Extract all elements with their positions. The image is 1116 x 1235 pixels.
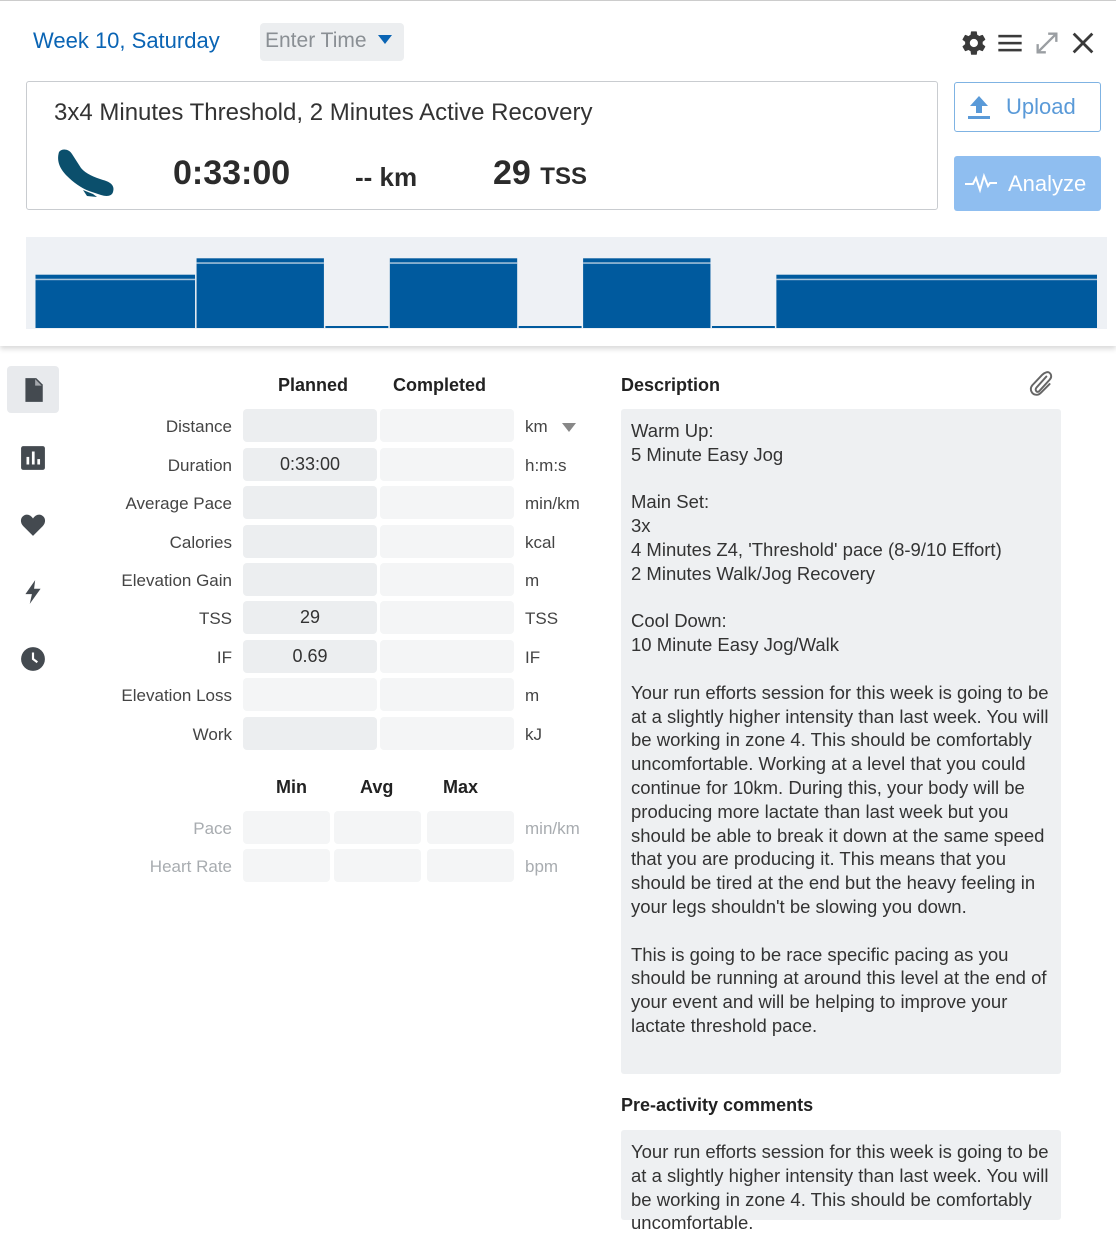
caret-down-icon — [378, 35, 392, 44]
enter-time-dropdown[interactable] — [260, 23, 404, 61]
running-shoe-icon — [53, 146, 117, 198]
calories-label: Calories — [169, 533, 232, 552]
planned-tss-input[interactable]: 29 — [243, 601, 377, 634]
if-label: IF — [216, 648, 232, 667]
completed-header: Completed — [393, 375, 487, 395]
nav-power[interactable] — [7, 568, 59, 615]
work-unit: kJ — [525, 725, 542, 744]
pace-min-input[interactable] — [243, 811, 330, 844]
workout-title: 3x4 Minutes Threshold, 2 Minutes Active Recovery — [54, 99, 593, 126]
elevation-loss-label: Elevation Loss — [121, 686, 232, 705]
completed-calories-input[interactable] — [380, 525, 514, 558]
workout-header — [0, 0, 1116, 346]
workout-summary-card[interactable] — [26, 81, 938, 210]
close-icon[interactable] — [1069, 29, 1097, 57]
nav-time[interactable] — [7, 635, 59, 682]
planned-work-input[interactable] — [243, 717, 377, 750]
unit-dropdown-icon[interactable] — [562, 423, 576, 432]
bar-chart-icon — [20, 445, 46, 471]
day-title: Week 10, Saturday — [33, 28, 220, 53]
elevation-gain-unit: m — [525, 571, 540, 590]
expand-icon[interactable] — [1033, 29, 1061, 57]
description-text[interactable]: Warm Up: 5 Minute Easy Jog Main Set: 3x 4 Minutes Z4, 'Threshold' pace (8-9/10 Effort) 2 Minutes Walk/Jog Recovery Cool Down: 10 Minute Easy Jog/Walk Your run efforts session for this week is going to be at a slightly higher intensity than last week. You will be working in zone 4. This should be comfortably uncomfortable. Working at a level that you could continue for 10km. During this, your body will be producing more lactate than last week but you should be able to break it down at the same speed that you are producing it. This means that you should be tired at the end but the heavy feeling in your legs shouldn't be slowing you down. This is going to be race specific pacing as you should be running at around this level at the end of your event and will be helping to improve your lactate threshold pace. — [621, 409, 1061, 1074]
pace-unit: min/km — [525, 494, 580, 513]
duration-stat: 0:33:00 — [173, 154, 291, 192]
duration-label: Duration — [167, 456, 232, 475]
tss-unit: TSS — [540, 163, 587, 190]
structure-bar-interval[interactable] — [390, 258, 517, 328]
structure-bar-highlight — [776, 279, 1097, 281]
structure-bar-highlight — [390, 262, 517, 264]
structure-bar-cool-down[interactable] — [776, 275, 1097, 328]
planned-pace-input[interactable] — [243, 486, 377, 519]
structure-bar-recovery[interactable] — [519, 326, 582, 328]
paperclip-icon[interactable] — [1028, 368, 1054, 398]
nav-analysis[interactable] — [7, 434, 59, 481]
structure-bar-recovery[interactable] — [325, 326, 388, 328]
planned-if-input[interactable]: 0.69 — [243, 640, 377, 673]
completed-if-input[interactable] — [380, 640, 514, 673]
heart-rate-label: Heart Rate — [149, 857, 232, 876]
elevation-loss-unit: m — [525, 686, 540, 705]
nav-summary[interactable] — [7, 366, 59, 413]
pace-max-input[interactable] — [427, 811, 514, 844]
structure-bar-warm-up[interactable] — [36, 275, 196, 328]
work-label: Work — [192, 725, 232, 744]
hr-avg-input[interactable] — [334, 849, 421, 882]
document-icon — [20, 377, 46, 403]
gear-icon[interactable] — [960, 29, 988, 57]
distance-stat: -- km — [355, 162, 418, 192]
completed-duration-input[interactable] — [380, 448, 514, 481]
structure-bar-recovery[interactable] — [712, 326, 775, 328]
pace-range-unit: min/km — [525, 819, 580, 838]
completed-elevation-gain-input[interactable] — [380, 563, 514, 596]
calories-unit: kcal — [525, 533, 556, 552]
analyze-label: Analyze — [1008, 170, 1087, 196]
completed-pace-input[interactable] — [380, 486, 514, 519]
structure-bar-highlight — [197, 262, 324, 264]
pre-activity-comments[interactable]: Your run efforts session for this week is going to be at a slightly higher intensity than last week. You will be working in zone 4. This should be comfortably uncomfortable. — [621, 1130, 1061, 1220]
upload-icon — [967, 95, 991, 121]
tss-unit-label: TSS — [525, 609, 559, 628]
pace-range-label: Pace — [193, 819, 232, 838]
description-title: Description — [621, 375, 721, 395]
hr-max-input[interactable] — [427, 849, 514, 882]
planned-calories-input[interactable] — [243, 525, 377, 558]
average-pace-label: Average Pace — [125, 494, 232, 513]
completed-tss-input[interactable] — [380, 601, 514, 634]
analyze-button[interactable] — [954, 156, 1101, 211]
workout-structure-chart[interactable] — [26, 237, 1107, 329]
upload-button[interactable] — [954, 82, 1101, 132]
pulse-icon — [964, 173, 998, 193]
lightning-icon — [20, 579, 46, 605]
completed-work-input[interactable] — [380, 717, 514, 750]
structure-bar-interval[interactable] — [197, 258, 324, 328]
min-header: Min — [276, 777, 307, 797]
distance-label: Distance — [165, 417, 232, 436]
duration-unit: h:m:s — [525, 456, 567, 475]
enter-time-placeholder: Enter Time — [265, 29, 367, 52]
planned-elevation-loss-input[interactable] — [243, 678, 377, 711]
completed-elevation-loss-input[interactable] — [380, 678, 514, 711]
structure-bar-highlight — [36, 279, 196, 281]
clock-icon — [20, 646, 46, 672]
avg-header: Avg — [360, 777, 394, 797]
heart-icon — [20, 512, 46, 538]
planned-duration-input[interactable]: 0:33:00 — [243, 448, 377, 481]
if-unit: IF — [525, 648, 541, 667]
elevation-gain-label: Elevation Gain — [121, 571, 232, 590]
max-header: Max — [443, 777, 479, 797]
structure-bar-highlight — [583, 262, 710, 264]
tss-value: 29 — [493, 154, 531, 192]
completed-distance-input[interactable] — [380, 409, 514, 442]
nav-heart[interactable] — [7, 501, 59, 548]
upload-label: Upload — [1006, 94, 1076, 119]
planned-distance-input[interactable] — [243, 409, 377, 442]
heart-rate-unit: bpm — [525, 857, 559, 876]
structure-bar-interval[interactable] — [583, 258, 710, 328]
tss-stat — [493, 154, 587, 193]
pre-activity-title: Pre-activity comments — [621, 1095, 814, 1115]
hr-min-input[interactable] — [243, 849, 330, 882]
pace-avg-input[interactable] — [334, 811, 421, 844]
menu-icon[interactable] — [996, 29, 1024, 57]
distance-unit: km — [525, 417, 548, 436]
planned-elevation-gain-input[interactable] — [243, 563, 377, 596]
tss-label: TSS — [198, 609, 232, 628]
planned-header: Planned — [278, 375, 349, 395]
